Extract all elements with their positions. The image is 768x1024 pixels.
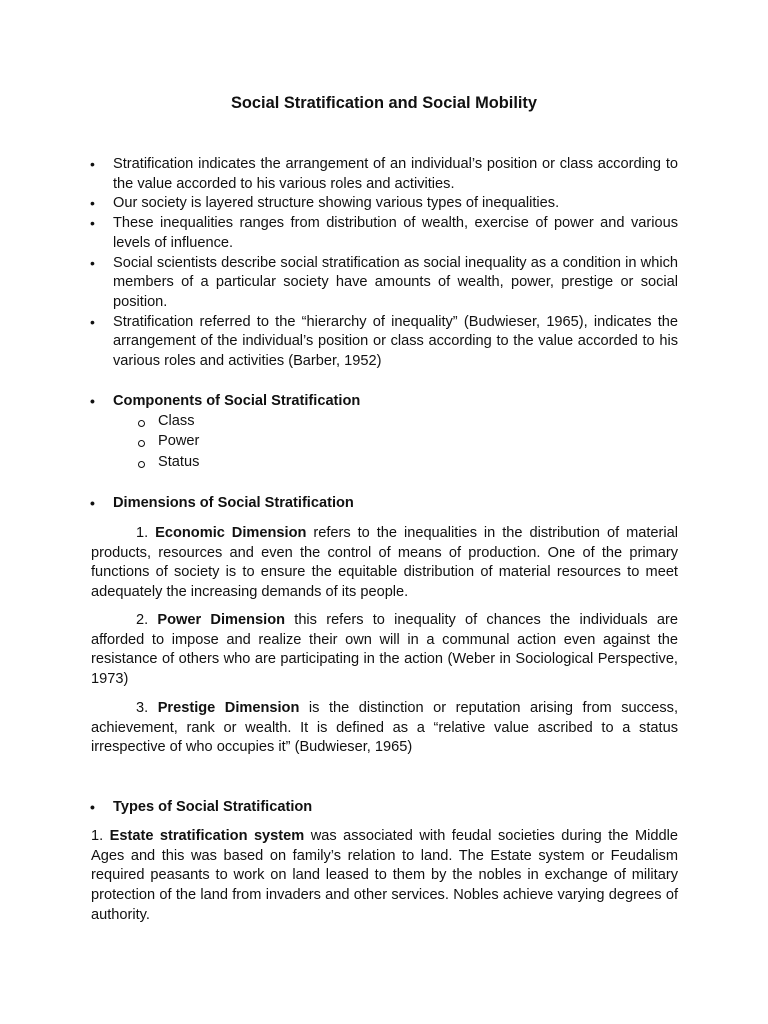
item-number: 1. [91,828,104,844]
item-term: Estate stratification system [109,828,305,844]
dimensions-list [91,494,678,514]
list-item: Power [136,432,678,452]
item-term: Power Dimension [157,612,286,628]
components-list [91,392,678,412]
item-text: was associated with feudal societies during the Middle Ages and this was based on family’s relation to land. The Estate system or Feudalism required peasants to work on land leased to them by the nobles in exchange of military protection of the land from invaders and other services. Nobles achieve varying degrees of authority. [91,828,678,923]
list-item: • Stratification referred to the “hierarchy of inequality” (Budwieser, 1965), indicates the arrangement of the individual’s position or class according to the value accorded to his various roles and activities (Barber, 1952) [91,313,678,372]
item-number: 3. [136,700,149,716]
types-heading: • Types of Social Stratification [91,798,678,818]
list-item: • Stratification indicates the arrangement of an individual’s position or class according to the value accorded to his various roles and activities. [91,155,678,194]
power-dimension-paragraph [91,611,678,690]
item-term: Economic Dimension [155,525,307,541]
dimensions-section [91,494,678,514]
components-sublist [91,412,678,473]
page-title: Social Stratification and Social Mobility [230,94,537,112]
components-section [91,392,678,473]
item-number: 1. [136,525,149,541]
estate-system-paragraph [91,827,678,926]
types-list [91,798,678,818]
item-text: refers to the inequalities in the distribution of material products, resources and even the control of means of production. One of the primary functions of society is to ensure the equitable distribution of material resources to meet adequately the increasing demands of its people. [91,525,679,601]
list-item: • Social scientists describe social stratification as social inequality as a condition in which members of a particular society have amounts of wealth, power, prestige or social position. [91,254,678,313]
intro-bullet-list [91,155,678,372]
list-item: Status [136,453,678,473]
item-number: 2. [136,612,149,628]
item-text: this refers to inequality of chances the individuals are afforded to impose and realize their own will in a communal action even against the resistance of others who are participating in the action (Weber in Sociological Perspective, 1973) [91,612,678,688]
item-term: Prestige Dimension [157,700,300,716]
components-heading: • Components of Social Stratification [91,392,678,412]
types-section [91,798,678,818]
prestige-dimension-paragraph [91,699,678,758]
list-item: • Our society is layered structure showing various types of inequalities. [91,194,678,214]
list-item: Class [136,412,678,432]
item-text: is the distinction or reputation arising from success, achievement, rank or wealth. It is defined as a “relative value ascribed to a status irrespective of who occupies it” (Budwieser, 1965) [91,700,678,756]
economic-dimension-paragraph [91,524,678,603]
intro-section [91,155,678,372]
list-item: • These inequalities ranges from distribution of wealth, exercise of power and various levels of influence. [91,214,678,253]
dimensions-heading: • Dimensions of Social Stratification [91,494,678,514]
